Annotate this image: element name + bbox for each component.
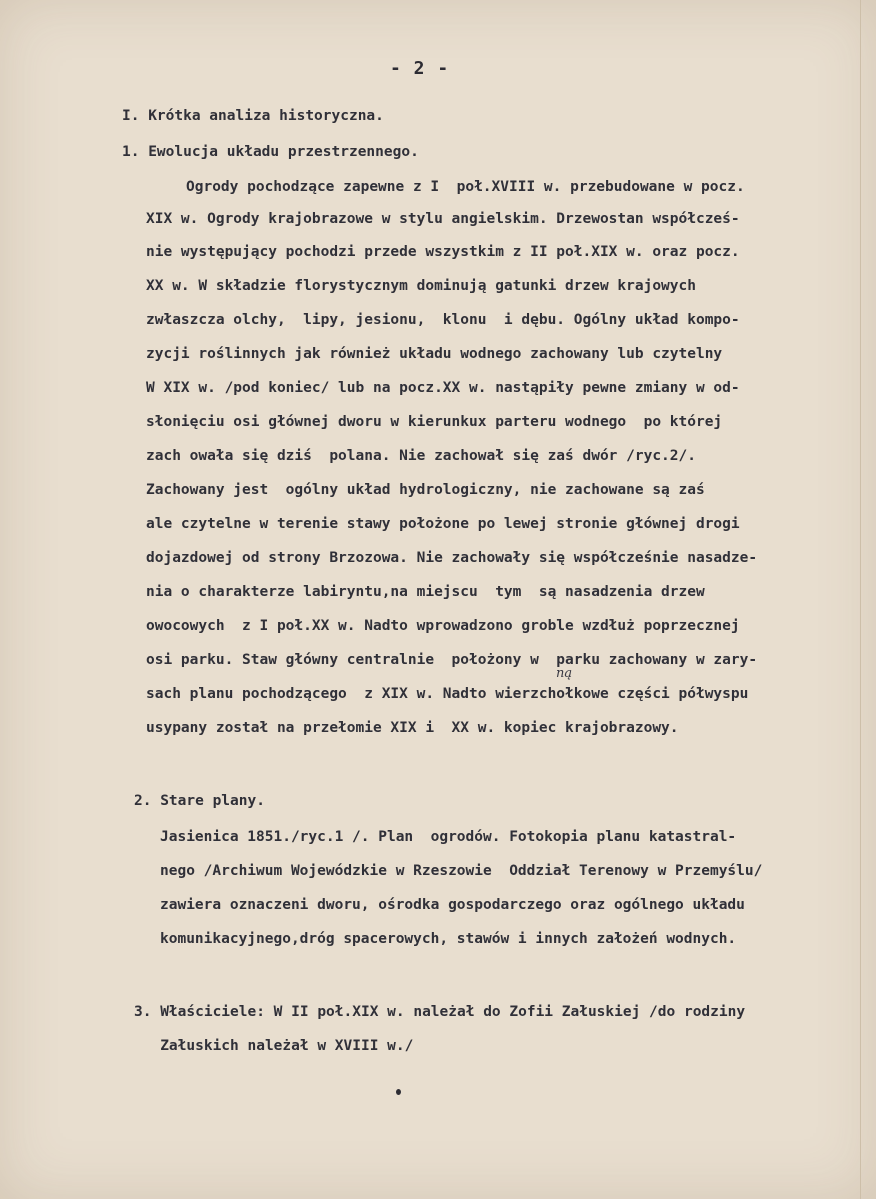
text-line: zawiera oznaczeni dworu, ośrodka gospodarczego oraz ogólnego układu xyxy=(160,897,745,913)
heading-owners: 3. Właściciele: W II poł.XIX w. należał do Zofii Załuskiej /do rodziny xyxy=(134,1004,746,1020)
text-line: osi parku. Staw główny centralnie położony w parku zachowany w zary- xyxy=(146,652,758,668)
handwritten-annotation: ną xyxy=(556,666,573,681)
text-line: zwłaszcza olchy, lipy, jesionu, klonu i dębu. Ogólny układ kompo- xyxy=(146,312,740,328)
heading-historical-analysis: I. Krótka analiza historyczna. xyxy=(122,108,384,124)
page-edge xyxy=(860,0,861,1199)
text-line: Jasienica 1851./ryc.1 /. Plan ogrodów. Fotokopia planu katastral- xyxy=(160,829,737,845)
text-line: zach owała się dziś polana. Nie zachował się zaś dwór /ryc.2/. xyxy=(146,448,696,464)
ink-dot xyxy=(396,1089,401,1095)
text-line: nie występujący pochodzi przede wszystkim z II poł.XIX w. oraz pocz. xyxy=(146,244,740,260)
text-line: W XIX w. /pod koniec/ lub na pocz.XX w. nastąpiły pewne zmiany w od- xyxy=(146,380,740,396)
text-line: dojazdowej od strony Brzozowa. Nie zachowały się współcześnie nasadze- xyxy=(146,550,758,566)
text-line: usypany został na przełomie XIX i XX w. kopiec krajobrazowy. xyxy=(146,720,679,736)
heading-old-plans: 2. Stare plany. xyxy=(134,793,265,809)
page-number: - 2 - xyxy=(390,58,450,79)
text-line: komunikacyjnego,dróg spacerowych, stawów i innych założeń wodnych. xyxy=(160,931,737,947)
text-line: nia o charakterze labiryntu,na miejscu tym są nasadzenia drzew xyxy=(146,584,705,600)
text-line: Załuskich należał w XVIII w./ xyxy=(134,1038,414,1054)
text-line: ale czytelne w terenie stawy położone po lewej stronie głównej drogi xyxy=(146,516,740,532)
text-line: XX w. W składzie florystycznym dominują gatunki drzew krajowych xyxy=(146,278,696,294)
text-line: XIX w. Ogrody krajobrazowe w stylu angielskim. Drzewostan współcześ- xyxy=(146,211,740,227)
text-line: zycji roślinnych jak również układu wodnego zachowany lub czytelny xyxy=(146,346,723,362)
text-line: Zachowany jest ogólny układ hydrologiczny, nie zachowane są zaś xyxy=(146,482,705,498)
text-line: Ogrody pochodzące zapewne z I poł.XVIII w. przebudowane w pocz. xyxy=(186,179,745,195)
text-line: słonięciu osi głównej dworu w kierunkux parteru wodnego po której xyxy=(146,414,723,430)
heading-spatial-evolution: 1. Ewolucja układu przestrzennego. xyxy=(122,144,419,160)
text-line: sach planu pochodzącego z XIX w. Nadto wierzchołkowe części półwyspu xyxy=(146,686,749,702)
text-line: nego /Archiwum Wojewódzkie w Rzeszowie Oddział Terenowy w Przemyślu/ xyxy=(160,863,763,879)
text-line: owocowych z I poł.XX w. Nadto wprowadzono groble wzdłuż poprzecznej xyxy=(146,618,740,634)
